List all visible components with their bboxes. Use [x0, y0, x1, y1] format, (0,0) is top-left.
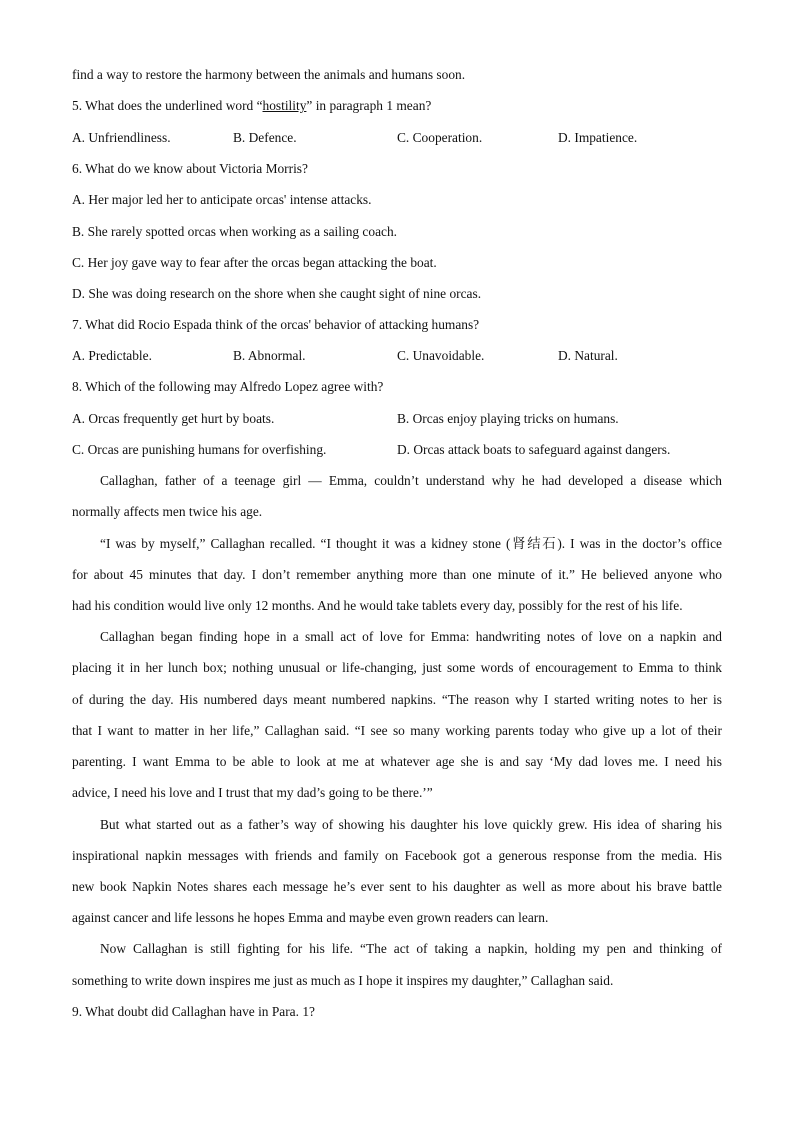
passage-p4-line-3: new book Napkin Notes shares each message he’s ever sent to his daughter as well as more about his brave battle — [72, 879, 722, 894]
passage-p3-line-4: that I want to matter in her life,” Callaghan said. “I see so many working parents today who give up a lot of their — [72, 723, 722, 738]
q6-option-d: D. She was doing research on the shore when she caught sight of nine orcas. — [72, 286, 482, 301]
passage-p1-line-2: normally affects men twice his age. — [72, 504, 263, 519]
question-8-options-row2 — [72, 439, 722, 461]
passage-p3-line-6: advice, I need his love and I trust that my dad’s going to be there.’” — [72, 785, 433, 800]
q8-option-b: B. Orcas enjoy playing tricks on humans. — [397, 411, 619, 426]
passage-p2-line-2: for about 45 minutes that day. I don’t remember anything more than one minute of it.” He believed anyone who — [72, 567, 722, 582]
q8-option-c: C. Orcas are punishing humans for overfishing. — [72, 442, 327, 457]
passage-p3-line-2: placing it in her lunch box; nothing unusual or life-changing, just some words of encouragement to Emma to think — [72, 660, 722, 675]
q5-option-b: B. Defence. — [233, 130, 297, 145]
passage-p4-line-1: But what started out as a father’s way of showing his daughter his love quickly grew. His idea of sharing his — [100, 817, 722, 832]
q5-option-a: A. Unfriendliness. — [72, 130, 171, 145]
q5-option-d: D. Impatience. — [558, 130, 638, 145]
q5-option-c: C. Cooperation. — [397, 130, 483, 145]
q6-option-b: B. She rarely spotted orcas when working as a sailing coach. — [72, 224, 398, 239]
question-9-stem: 9. What doubt did Callaghan have in Para. 1? — [72, 1004, 315, 1019]
question-8-options-row1 — [72, 408, 722, 430]
q7-option-d: D. Natural. — [558, 348, 618, 363]
carry-over-line: find a way to restore the harmony between the animals and humans soon. — [72, 67, 466, 82]
q7-option-b: B. Abnormal. — [233, 348, 306, 363]
passage-p4-line-4: against cancer and life lessons he hopes Emma and maybe even grown readers can learn. — [72, 910, 549, 925]
passage-p1-line-1: Callaghan, father of a teenage girl — Emma, couldn’t understand why he had developed a disease which — [100, 473, 722, 488]
passage-p2-line-3: had his condition would live only 12 months. And he would take tablets every day, possibly for the rest of his life. — [72, 598, 683, 613]
passage-p3-line-5: parenting. I want Emma to be able to look at me at whatever age she is and say ‘My dad loves me. I need his — [72, 754, 722, 769]
passage-p4-line-2: inspirational napkin messages with friends and family on Facebook got a generous response from the media. His — [72, 848, 722, 863]
passage-p2-line-1: “I was by myself,” Callaghan recalled. “I thought it was a kidney stone (肾结石). I was in the doctor’s office — [100, 536, 722, 551]
question-6-stem: 6. What do we know about Victoria Morris? — [72, 161, 308, 176]
passage-p5-line-2: something to write down inspires me just as much as I hope it inspires my daughter,” Callaghan said. — [72, 973, 614, 988]
passage-p3-line-3: of during the day. His numbered days meant numbered napkins. “The reason why I started writing notes to her is — [72, 692, 722, 707]
question-8-stem: 8. Which of the following may Alfredo Lopez agree with? — [72, 379, 384, 394]
passage-p5-line-1: Now Callaghan is still fighting for his life. “The act of taking a napkin, holding my pen and thinking of — [100, 941, 722, 956]
underlined-word: hostility — [262, 98, 307, 113]
question-7-stem: 7. What did Rocio Espada think of the orcas' behavior of attacking humans? — [72, 317, 480, 332]
question-5-stem: 5. What does the underlined word “hostility” in paragraph 1 mean? — [72, 98, 432, 113]
q7-option-c: C. Unavoidable. — [397, 348, 485, 363]
q8-option-a: A. Orcas frequently get hurt by boats. — [72, 411, 275, 426]
q6-option-a: A. Her major led her to anticipate orcas' intense attacks. — [72, 192, 372, 207]
q8-option-d: D. Orcas attack boats to safeguard against dangers. — [397, 442, 671, 457]
passage-p3-line-1: Callaghan began finding hope in a small act of love for Emma: handwriting notes of love on a napkin and — [100, 629, 722, 644]
q6-option-c: C. Her joy gave way to fear after the orcas began attacking the boat. — [72, 255, 437, 270]
question-5-options — [72, 127, 722, 149]
q7-option-a: A. Predictable. — [72, 348, 152, 363]
question-7-options — [72, 345, 722, 367]
